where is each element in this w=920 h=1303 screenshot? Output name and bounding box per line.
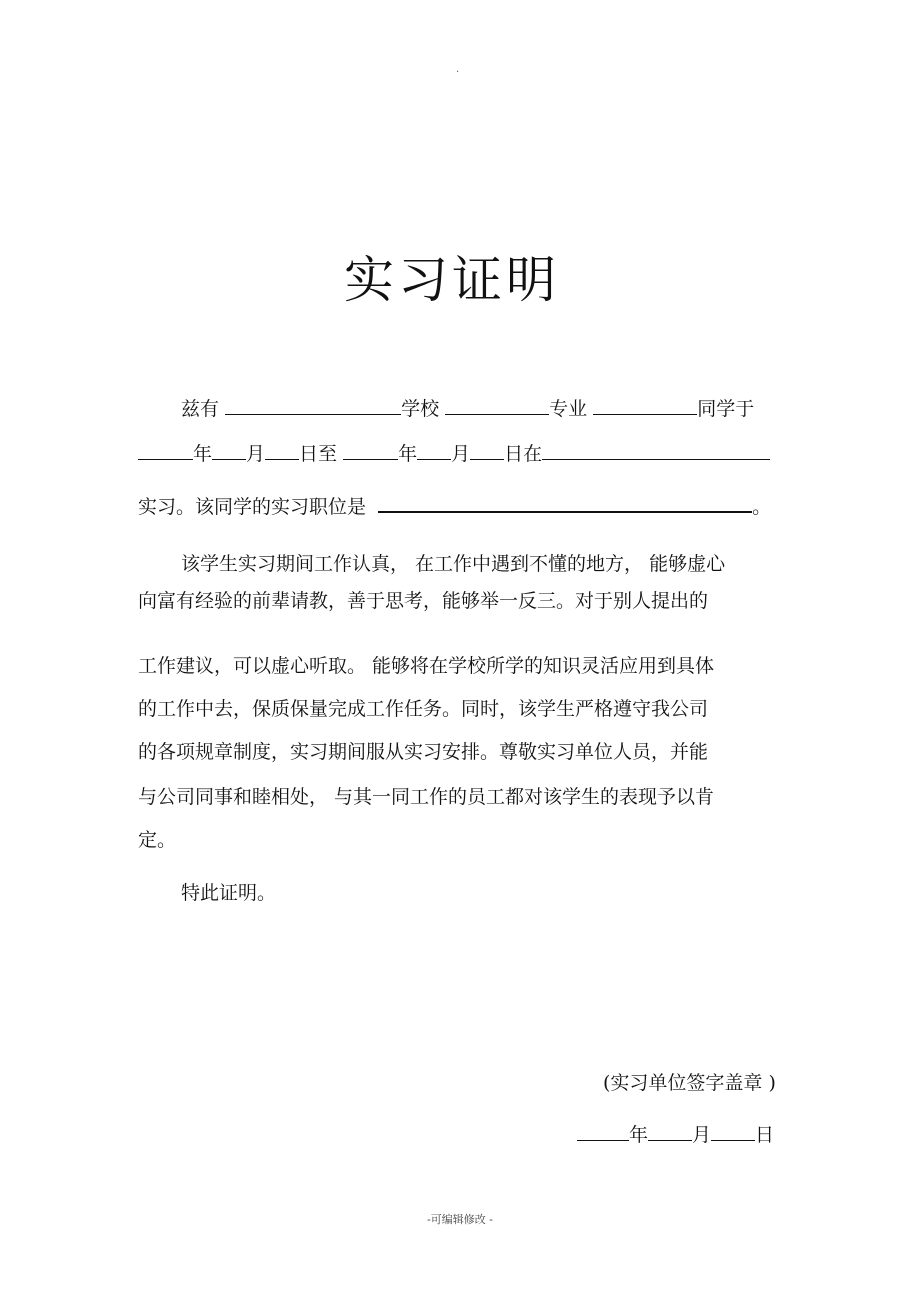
text-period: 。 <box>752 496 772 518</box>
end-year-blank <box>343 441 398 460</box>
text-major: 专业 <box>549 398 588 420</box>
school-name-blank <box>225 396 401 415</box>
fill-line-1 <box>181 396 754 422</box>
text-day-at: 日在 <box>504 443 543 465</box>
body-line-3: 工作建议，可以虚心听取。 能够将在学校所学的知识灵活应用到具体 <box>138 655 715 677</box>
text-school: 学校 <box>401 398 440 420</box>
header-mark: . <box>456 64 460 75</box>
text-sign-month: 月 <box>692 1124 712 1146</box>
page-title: 实习证明 <box>344 251 560 309</box>
student-name-blank <box>593 396 697 415</box>
body-line-1: 该学生实习期间工作认真， 在工作中遇到不懂的地方， 能够虚心 <box>181 553 726 575</box>
text-year-2: 年 <box>398 443 418 465</box>
sign-month-blank <box>648 1122 692 1141</box>
company-blank <box>542 441 770 460</box>
page-footer: -可编辑修改 - <box>427 1213 493 1226</box>
sign-year-blank <box>577 1122 629 1141</box>
body-line-6: 与公司同事和睦相处， 与其一同工作的员工都对该学生的表现予以肯 <box>138 786 715 808</box>
fill-line-3 <box>138 493 771 520</box>
text-month-1: 月 <box>246 443 266 465</box>
start-year-blank <box>138 441 193 460</box>
body-line-4: 的工作中去，保质保量完成工作任务。同时，该学生严格遵守我公司 <box>138 698 709 720</box>
signature-label: (实习单位签字盖章 ) <box>603 1072 776 1094</box>
text-month-2: 月 <box>451 443 471 465</box>
body-line-7: 定。 <box>138 829 177 851</box>
end-day-blank <box>470 441 504 460</box>
body-line-5: 的各项规章制度，实习期间服从实习安排。尊敬实习单位人员，并能 <box>138 741 709 763</box>
closing-text: 特此证明。 <box>181 882 277 904</box>
text-sign-year: 年 <box>629 1124 649 1146</box>
text-position-intro: 实习。该同学的实习职位是 <box>138 496 367 518</box>
sign-day-blank <box>711 1122 755 1141</box>
body-line-2: 向富有经验的前辈请教，善于思考，能够举一反三。对于别人提出的 <box>138 590 709 612</box>
start-day-blank <box>265 441 299 460</box>
start-month-blank <box>212 441 246 460</box>
position-blank <box>378 493 752 513</box>
text-zi-you: 兹有 <box>181 398 220 420</box>
text-day-to: 日至 <box>299 443 338 465</box>
sign-date <box>577 1120 774 1147</box>
major-blank <box>445 396 549 415</box>
text-year-1: 年 <box>193 443 213 465</box>
fill-line-2 <box>138 441 770 467</box>
end-month-blank <box>417 441 451 460</box>
text-sign-day: 日 <box>755 1124 775 1146</box>
text-student-at: 同学于 <box>697 398 755 420</box>
